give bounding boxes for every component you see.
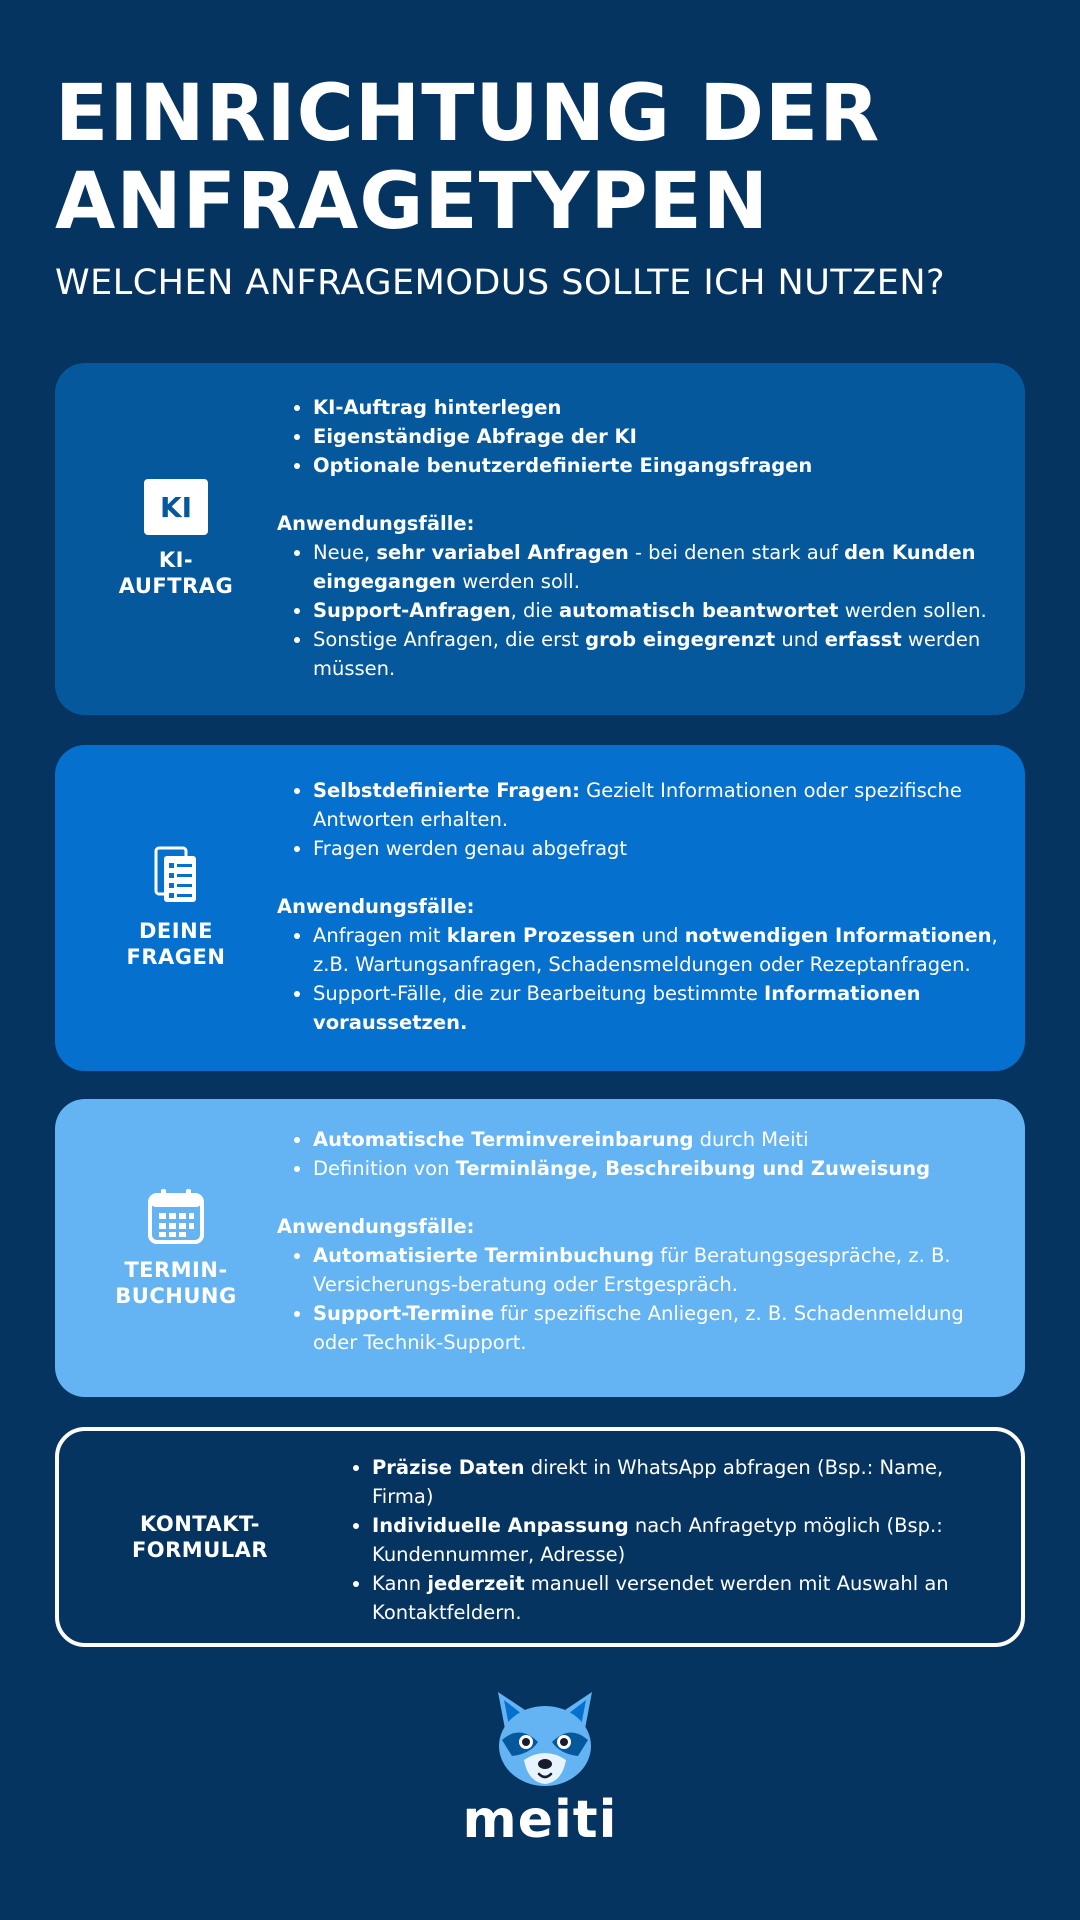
use-cases-heading: Anwendungsfälle: — [277, 1215, 475, 1238]
card-label-line: FORMULAR — [131, 1538, 269, 1562]
card-kontaktformular — [55, 1427, 1025, 1647]
use-case-list — [277, 1241, 1005, 1357]
card-label-line: FRAGEN — [126, 945, 226, 969]
card-label-line: KONTAKT- — [140, 1512, 260, 1536]
ki-badge-icon: KI — [144, 479, 208, 535]
use-case-list — [277, 921, 1005, 1037]
list-item: • Eigenständige Abfrage der KI — [313, 422, 1005, 451]
card-label — [127, 918, 226, 970]
list-item: • Individuelle Anpassung nach Anfragetyp möglich (Bsp.: Kundennummer, Adresse) — [372, 1511, 1001, 1569]
card-label-column — [55, 1099, 297, 1397]
list-item: • Neue, sehr variabel Anfragen - bei denen stark auf den Kunden eingegangen werden soll. — [313, 538, 1005, 596]
page-title — [55, 70, 1035, 246]
title-line-1: EINRICHTUNG DER — [55, 69, 881, 159]
list-item: • Kann jederzeit manuell versendet werden mit Auswahl an Kontaktfeldern. — [372, 1569, 1001, 1627]
list-item: • Selbstdefinierte Fragen: Gezielt Informationen oder spezifische Antworten erhalten. — [313, 776, 1005, 834]
questionnaire-icon — [152, 846, 200, 906]
card-label-column — [55, 745, 297, 1071]
list-item: • Sonstige Anfragen, die erst grob eingegrenzt und erfasst werden müssen. — [313, 625, 1005, 683]
card-label — [115, 1257, 236, 1309]
card-label-column — [55, 363, 297, 715]
list-item: • KI-Auftrag hinterlegen — [313, 393, 1005, 422]
raccoon-mascot-icon — [490, 1690, 600, 1790]
card-label — [132, 1511, 268, 1563]
list-item: • Support-Fälle, die zur Bearbeitung bestimmte Informationen voraussetzen. — [313, 979, 1005, 1037]
card-label — [119, 547, 234, 599]
list-item: • Fragen werden genau abgefragt — [313, 834, 1005, 863]
card-content — [336, 1453, 1001, 1627]
card-label-line: TERMIN- — [124, 1258, 228, 1282]
feature-list — [277, 776, 1005, 863]
card-label-line: DEINE — [138, 919, 213, 943]
use-case-list — [277, 538, 1005, 683]
card-ki-auftrag — [55, 363, 1025, 715]
card-label-line: BUCHUNG — [115, 1284, 237, 1308]
list-item: • Anfragen mit klaren Prozessen und notwendigen Informationen, z.B. Wartungsanfragen, Schadensmeldungen oder Rezeptanfragen. — [313, 921, 1005, 979]
use-cases-heading: Anwendungsfälle: — [277, 895, 475, 918]
list-item: • Automatische Terminvereinbarung durch Meiti — [313, 1125, 1005, 1154]
title-line-2: ANFRAGETYPEN — [55, 157, 770, 247]
card-deine-fragen — [55, 745, 1025, 1071]
use-cases-heading: Anwendungsfälle: — [277, 512, 475, 535]
brand-name: meiti — [462, 1790, 618, 1850]
card-terminbuchung — [55, 1099, 1025, 1397]
list-item: • Optionale benutzerdefinierte Eingangsfragen — [313, 451, 1005, 480]
card-content — [277, 1125, 1005, 1357]
page-subtitle: WELCHEN ANFRAGEMODUS SOLLTE ICH NUTZEN? — [55, 263, 946, 303]
card-content — [277, 393, 1005, 683]
list-item: • Support-Anfragen, die automatisch beantwortet werden sollen. — [313, 596, 1005, 625]
list-item: • Automatisierte Terminbuchung für Beratungsgespräche, z. B. Versicherungs-beratung oder Erstgespräch. — [313, 1241, 1005, 1299]
card-label-line: AUFTRAG — [118, 574, 234, 598]
calendar-icon — [147, 1187, 205, 1245]
feature-list — [277, 393, 1005, 480]
feature-list — [336, 1453, 1001, 1627]
feature-list — [277, 1125, 1005, 1183]
list-item: • Präzise Daten direkt in WhatsApp abfragen (Bsp.: Name, Firma) — [372, 1453, 1001, 1511]
card-content — [277, 776, 1005, 1037]
list-item: • Definition von Terminlänge, Beschreibung und Zuweisung — [313, 1154, 1005, 1183]
card-label-column — [59, 1431, 341, 1643]
list-item: • Support-Termine für spezifische Anliegen, z. B. Schadenmeldung oder Technik-Support. — [313, 1299, 1005, 1357]
card-label-line: KI- — [158, 548, 194, 572]
